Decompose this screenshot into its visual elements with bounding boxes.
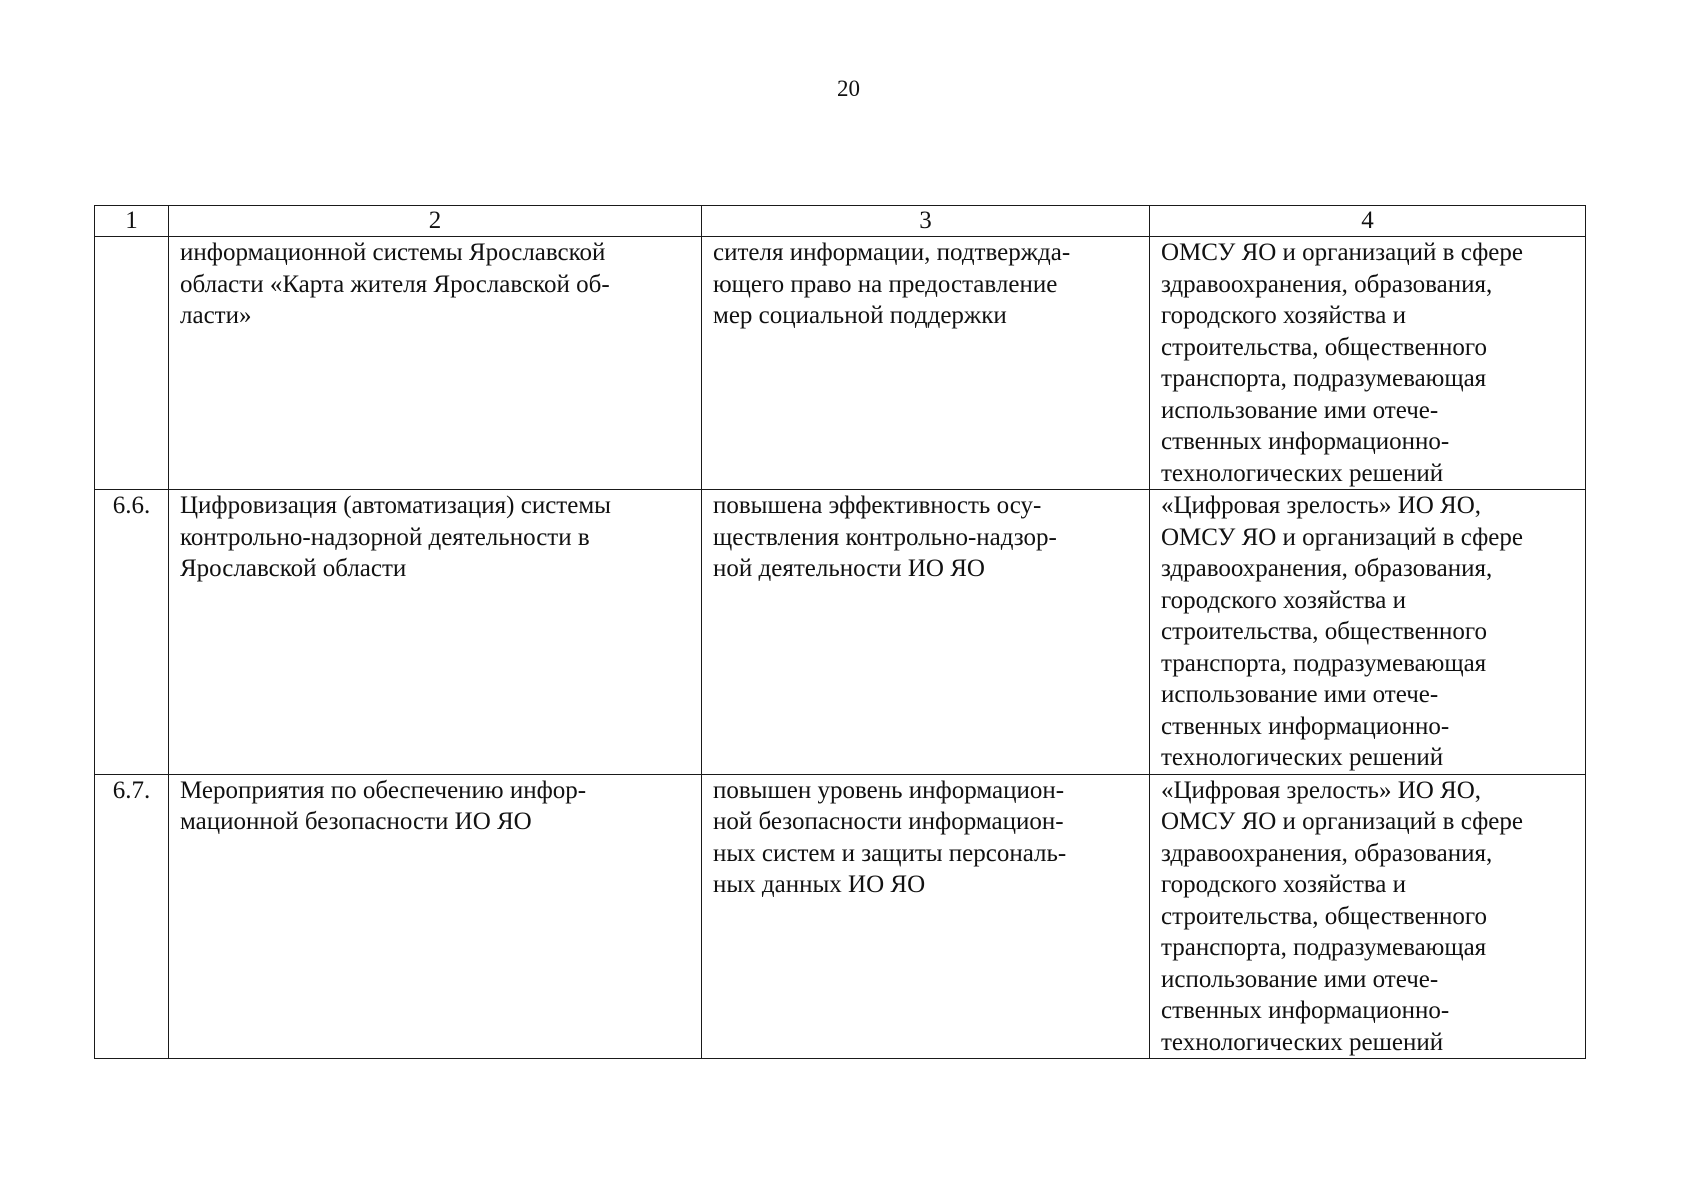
text-line: ОМСУ ЯО и организаций в сфере [1161, 523, 1523, 551]
text-line: технологических решений [1161, 459, 1444, 487]
text-line: ществления контрольно-надзор- [713, 523, 1057, 551]
text-line: повышен уровень информацион- [713, 776, 1065, 804]
measure-name-cell [169, 774, 702, 1059]
text-line: «Цифровая зрелость» ИО ЯО, [1161, 492, 1482, 519]
table-row [95, 490, 1586, 775]
page-number: 20 [837, 76, 860, 101]
text-line: мер социальной поддержки [713, 302, 1007, 329]
text-line: ласти» [180, 302, 252, 329]
measure-name-cell [169, 490, 702, 775]
text-line: Цифровизация (автоматизация) системы [180, 492, 611, 519]
header-col-2: 2 [169, 206, 702, 237]
text-line: транспорта, подразумевающая [1161, 649, 1487, 677]
text-line: ных систем и защиты персональ- [713, 839, 1067, 867]
table-row [95, 774, 1586, 1059]
text-line: контрольно-надзорной деятельности в [180, 523, 590, 551]
text-line: ной деятельности ИО ЯО [713, 555, 985, 582]
text-line: ственных информационно- [1161, 712, 1450, 740]
text-line: строительства, общественного [1161, 618, 1488, 645]
text-line: Мероприятия по обеспечению инфор- [180, 776, 587, 804]
header-col-4: 4 [1150, 206, 1586, 237]
text-line: использование ими отече- [1161, 965, 1439, 993]
text-line: ОМСУ ЯО и организаций в сфере [1161, 808, 1523, 835]
relation-cell [1150, 237, 1586, 490]
text-line: использование ими отече- [1161, 396, 1439, 424]
row-number: 6.7. [95, 774, 169, 1059]
row-number: 6.6. [95, 490, 169, 775]
row-number [95, 237, 169, 490]
text-line: использование ими отече- [1161, 681, 1439, 708]
text-line: ственных информационно- [1161, 428, 1450, 455]
text-line: области «Карта жителя Ярославской об- [180, 270, 610, 298]
text-line: городского хозяйства и [1161, 586, 1407, 614]
text-line: ной безопасности информацион- [713, 808, 1064, 835]
text-line: транспорта, подразумевающая [1161, 365, 1487, 392]
text-line: строительства, общественного [1161, 902, 1488, 930]
text-line: городского хозяйства и [1161, 302, 1407, 329]
text-line: ОМСУ ЯО и организаций в сфере [1161, 239, 1523, 266]
text-line: ственных информационно- [1161, 997, 1450, 1024]
text-line: сителя информации, подтвержда- [713, 239, 1071, 266]
measures-table [94, 205, 1586, 1059]
text-line: городского хозяйства и [1161, 871, 1407, 898]
relation-cell [1150, 490, 1586, 775]
text-line: технологических решений [1161, 744, 1444, 771]
text-line: ных данных ИО ЯО [713, 871, 926, 898]
result-cell [702, 490, 1150, 775]
text-line: транспорта, подразумевающая [1161, 934, 1487, 961]
header-col-3: 3 [702, 206, 1150, 237]
header-col-1: 1 [95, 206, 169, 237]
result-cell [702, 774, 1150, 1059]
text-line: «Цифровая зрелость» ИО ЯО, [1161, 776, 1482, 804]
measure-name-cell [169, 237, 702, 490]
text-line: информационной системы Ярославской [180, 239, 606, 266]
text-line: повышена эффективность осу- [713, 492, 1042, 519]
table-row [95, 237, 1586, 490]
text-line: здравоохранения, образования, [1161, 839, 1493, 867]
text-line: здравоохранения, образования, [1161, 270, 1493, 298]
text-line: здравоохранения, образования, [1161, 555, 1493, 582]
table-header-row [95, 206, 1586, 237]
text-line: мационной безопасности ИО ЯО [180, 808, 532, 835]
text-line: ющего право на предоставление [713, 270, 1058, 298]
text-line: строительства, общественного [1161, 333, 1488, 361]
result-cell [702, 237, 1150, 490]
relation-cell [1150, 774, 1586, 1059]
text-line: технологических решений [1161, 1028, 1444, 1056]
text-line: Ярославской области [180, 555, 407, 582]
